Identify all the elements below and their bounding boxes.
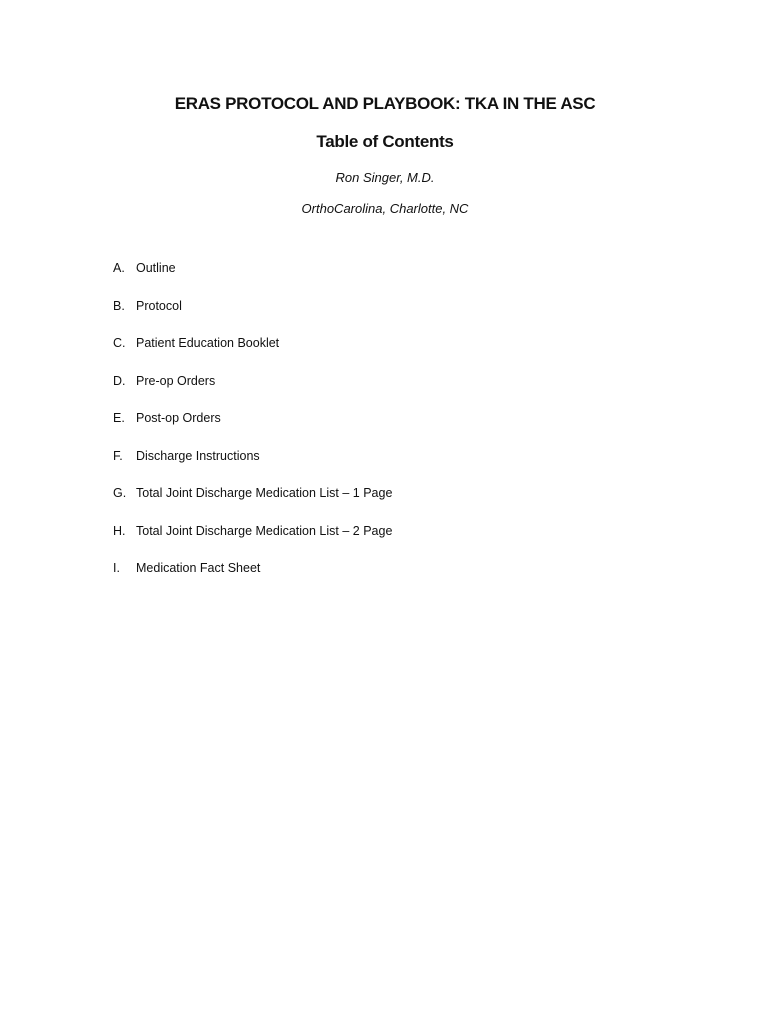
- toc-label: Post-op Orders: [136, 411, 221, 425]
- toc-letter: B.: [113, 298, 125, 313]
- toc-letter: E.: [113, 411, 125, 425]
- toc-label: Total Joint Discharge Medication List – 1 Page: [136, 486, 393, 500]
- toc-label: Protocol: [136, 298, 182, 313]
- toc-label: Medication Fact Sheet: [136, 561, 261, 575]
- toc-letter: H.: [113, 523, 126, 538]
- toc-label: Total Joint Discharge Medication List – 2 Page: [136, 523, 393, 538]
- toc-letter: G.: [113, 486, 127, 500]
- toc-label: Patient Education Booklet: [136, 336, 280, 350]
- author-name: Ron Singer, M.D.: [335, 170, 435, 185]
- toc-letter: C.: [113, 336, 126, 350]
- toc-letter: D.: [113, 373, 126, 388]
- toc-heading: Table of Contents: [316, 132, 454, 151]
- toc-label: Pre-op Orders: [136, 373, 216, 388]
- author-affiliation: OrthoCarolina, Charlotte, NC: [301, 201, 469, 216]
- document-title: ERAS PROTOCOL AND PLAYBOOK: TKA IN THE ASC: [174, 94, 596, 113]
- toc-letter: I.: [113, 561, 120, 575]
- toc-letter: F.: [113, 448, 123, 463]
- toc-letter: A.: [113, 261, 125, 275]
- toc-label: Outline: [136, 261, 176, 275]
- toc-label: Discharge Instructions: [136, 448, 260, 463]
